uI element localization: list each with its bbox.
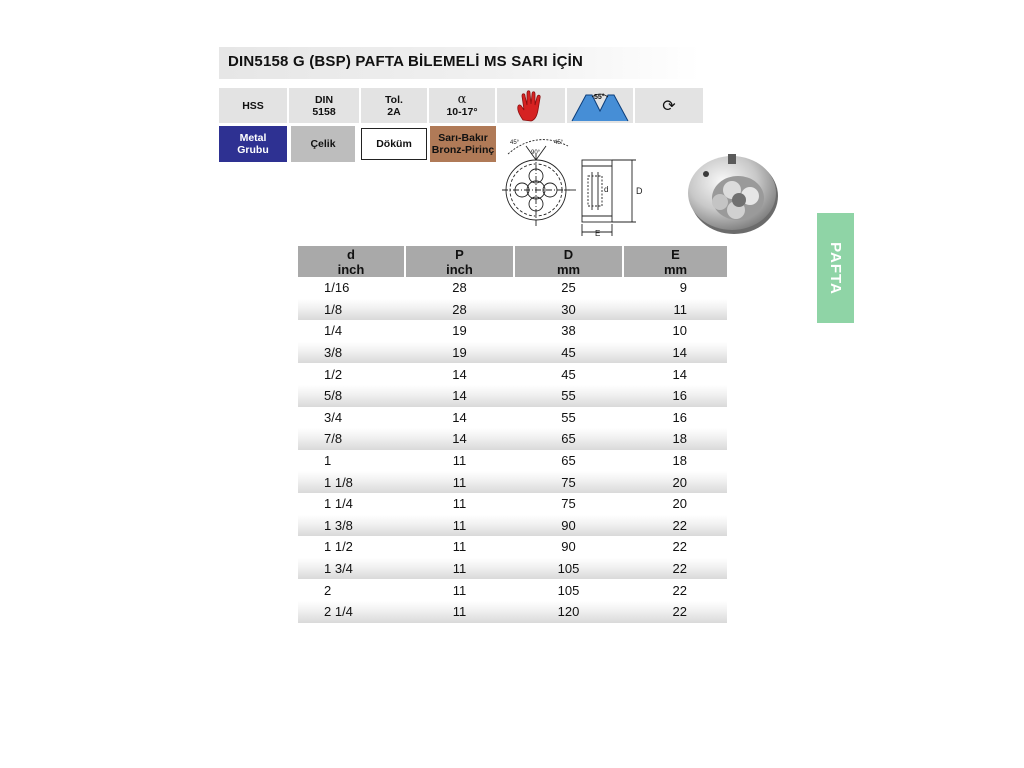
cell-D: 75 xyxy=(561,496,576,512)
cell-e: 16 xyxy=(672,388,687,404)
material-metal-top: Metal xyxy=(239,132,267,144)
cell-D: 38 xyxy=(561,323,576,339)
cell-e: 10 xyxy=(672,323,687,339)
cell-d: 2 1/4 xyxy=(324,604,353,620)
page-title: DIN5158 G (BSP) PAFTA BİLEMELİ MS SARI İÇİN xyxy=(228,53,584,70)
header-p xyxy=(406,246,513,277)
die-technical-drawing xyxy=(496,132,656,240)
cell-D: 65 xyxy=(561,453,576,469)
table-header xyxy=(298,246,727,277)
cell-d: 3/4 xyxy=(324,409,343,425)
cell-p: 11 xyxy=(452,539,467,555)
cell-d: 5/8 xyxy=(324,388,343,404)
spec-din-bottom: 5158 xyxy=(312,105,336,118)
spec-tolerance xyxy=(361,88,429,123)
cell-p: 19 xyxy=(452,345,467,361)
cell-D: 105 xyxy=(557,561,580,577)
cell-D: 105 xyxy=(557,582,580,598)
cell-d: 7/8 xyxy=(324,431,343,447)
table-row xyxy=(298,299,727,321)
cell-d: 1 3/4 xyxy=(324,561,353,577)
cell-d: 1 1/8 xyxy=(324,474,353,490)
cell-p: 11 xyxy=(452,496,467,512)
spec-alpha xyxy=(429,88,497,123)
cell-p: 11 xyxy=(452,517,467,533)
cell-p: 14 xyxy=(452,388,467,404)
cell-D: 75 xyxy=(561,474,576,490)
cell-e: 11 xyxy=(673,301,687,317)
side-tab-pafta xyxy=(817,213,854,323)
spec-hand xyxy=(497,88,567,123)
cell-D: 55 xyxy=(561,388,576,404)
diagram-angle-top: 90° xyxy=(531,150,541,156)
table-row xyxy=(298,363,727,385)
header-D xyxy=(515,246,622,277)
cell-e: 9 xyxy=(679,280,687,296)
material-celik-label: Çelik xyxy=(310,138,336,150)
table-row xyxy=(298,536,727,558)
table-row xyxy=(298,320,727,342)
header-D-top: D xyxy=(563,246,574,262)
header-p-top: P xyxy=(455,246,464,262)
material-metal-bottom: Grubu xyxy=(237,144,269,156)
cell-p: 11 xyxy=(452,582,467,598)
header-e xyxy=(624,246,727,277)
diagram-label-E: E xyxy=(595,229,601,238)
cell-e: 20 xyxy=(672,496,687,512)
material-dokum xyxy=(361,128,427,160)
cell-p: 28 xyxy=(452,280,467,296)
size-table xyxy=(298,246,727,623)
cell-p: 11 xyxy=(452,561,467,577)
material-metal-group xyxy=(219,126,287,162)
cell-p: 14 xyxy=(452,409,467,425)
thread-profile-icon xyxy=(570,89,630,123)
cell-D: 65 xyxy=(561,431,576,447)
material-sari-top: Sarı-Bakır xyxy=(438,132,488,144)
material-sari-bakir xyxy=(430,126,496,162)
table-row xyxy=(298,385,727,407)
header-d xyxy=(298,246,404,277)
cell-e: 22 xyxy=(672,539,687,555)
side-tab-label: PAFTA xyxy=(827,241,844,295)
cell-e: 20 xyxy=(672,474,687,490)
cell-p: 11 xyxy=(452,604,467,620)
die-photo xyxy=(684,152,784,236)
cell-D: 45 xyxy=(561,345,576,361)
cell-p: 11 xyxy=(452,474,467,490)
material-sari-bottom: Bronz-Pirinç xyxy=(431,144,495,156)
cell-e: 14 xyxy=(672,345,687,361)
table-row xyxy=(298,558,727,580)
header-d-top: d xyxy=(347,246,355,262)
spec-hss xyxy=(219,88,289,123)
cell-d: 2 xyxy=(324,582,332,598)
table-row xyxy=(298,515,727,537)
diagram-angle-right: 45° xyxy=(554,140,564,146)
cell-d: 3/8 xyxy=(324,345,343,361)
cell-d: 1 1/2 xyxy=(324,539,353,555)
cell-D: 30 xyxy=(561,301,576,317)
table-row xyxy=(298,493,727,515)
cell-p: 19 xyxy=(452,323,467,339)
cell-e: 22 xyxy=(672,517,687,533)
cell-D: 90 xyxy=(561,539,576,555)
material-dokum-label: Döküm xyxy=(376,138,412,150)
cell-d: 1/2 xyxy=(324,366,343,382)
table-row xyxy=(298,450,727,472)
spec-din-top: DIN xyxy=(314,93,334,106)
rotation-arrow-icon: ⟳ xyxy=(662,95,676,115)
cell-D: 90 xyxy=(561,517,576,533)
cell-d: 1/4 xyxy=(324,323,343,339)
cell-d: 1/8 xyxy=(324,301,343,317)
cell-e: 22 xyxy=(672,582,687,598)
cell-p: 28 xyxy=(452,301,467,317)
cell-d: 1 3/8 xyxy=(324,517,353,533)
cell-e: 14 xyxy=(672,366,687,382)
table-row xyxy=(298,471,727,493)
diagram-angle-left: 45° xyxy=(510,140,520,146)
cell-p: 14 xyxy=(452,366,467,382)
spec-tol-top: Tol. xyxy=(385,93,403,106)
alpha-symbol: α xyxy=(457,91,467,107)
table-body xyxy=(298,277,727,623)
spec-hss-label: HSS xyxy=(242,99,264,112)
cell-D: 120 xyxy=(557,604,580,620)
cell-p: 11 xyxy=(452,453,467,469)
table-row xyxy=(298,342,727,364)
thread-angle-label: 55° xyxy=(594,93,605,101)
cell-e: 22 xyxy=(672,561,687,577)
cell-p: 14 xyxy=(452,431,467,447)
table-row xyxy=(298,601,727,623)
cell-d: 1 1/4 xyxy=(324,496,353,512)
header-e-unit: mm xyxy=(663,261,688,277)
header-e-top: E xyxy=(671,246,680,262)
spec-alpha-range: 10-17° xyxy=(446,105,478,118)
header-d-unit: inch xyxy=(337,261,365,277)
table-row xyxy=(298,428,727,450)
header-p-unit: inch xyxy=(446,261,473,277)
header-D-unit: mm xyxy=(556,261,581,277)
spec-din xyxy=(289,88,361,123)
cell-e: 22 xyxy=(672,604,687,620)
cell-d: 1 xyxy=(324,453,332,469)
table-row xyxy=(298,407,727,429)
material-celik xyxy=(291,126,355,162)
cell-D: 25 xyxy=(561,280,576,296)
table-row xyxy=(298,277,727,299)
cell-D: 55 xyxy=(561,409,576,425)
cell-e: 18 xyxy=(672,431,687,447)
spec-rotation xyxy=(635,88,703,123)
cell-e: 16 xyxy=(672,409,687,425)
spec-tol-bottom: 2A xyxy=(387,105,401,118)
table-row xyxy=(298,579,727,601)
cell-d: 1/16 xyxy=(324,280,350,296)
cell-D: 45 xyxy=(561,366,576,382)
diagram-label-D: D xyxy=(636,186,643,196)
cell-e: 18 xyxy=(672,453,687,469)
hand-icon xyxy=(513,90,549,122)
diagram-label-small-d: d xyxy=(604,185,609,194)
spec-thread-profile xyxy=(567,88,635,123)
